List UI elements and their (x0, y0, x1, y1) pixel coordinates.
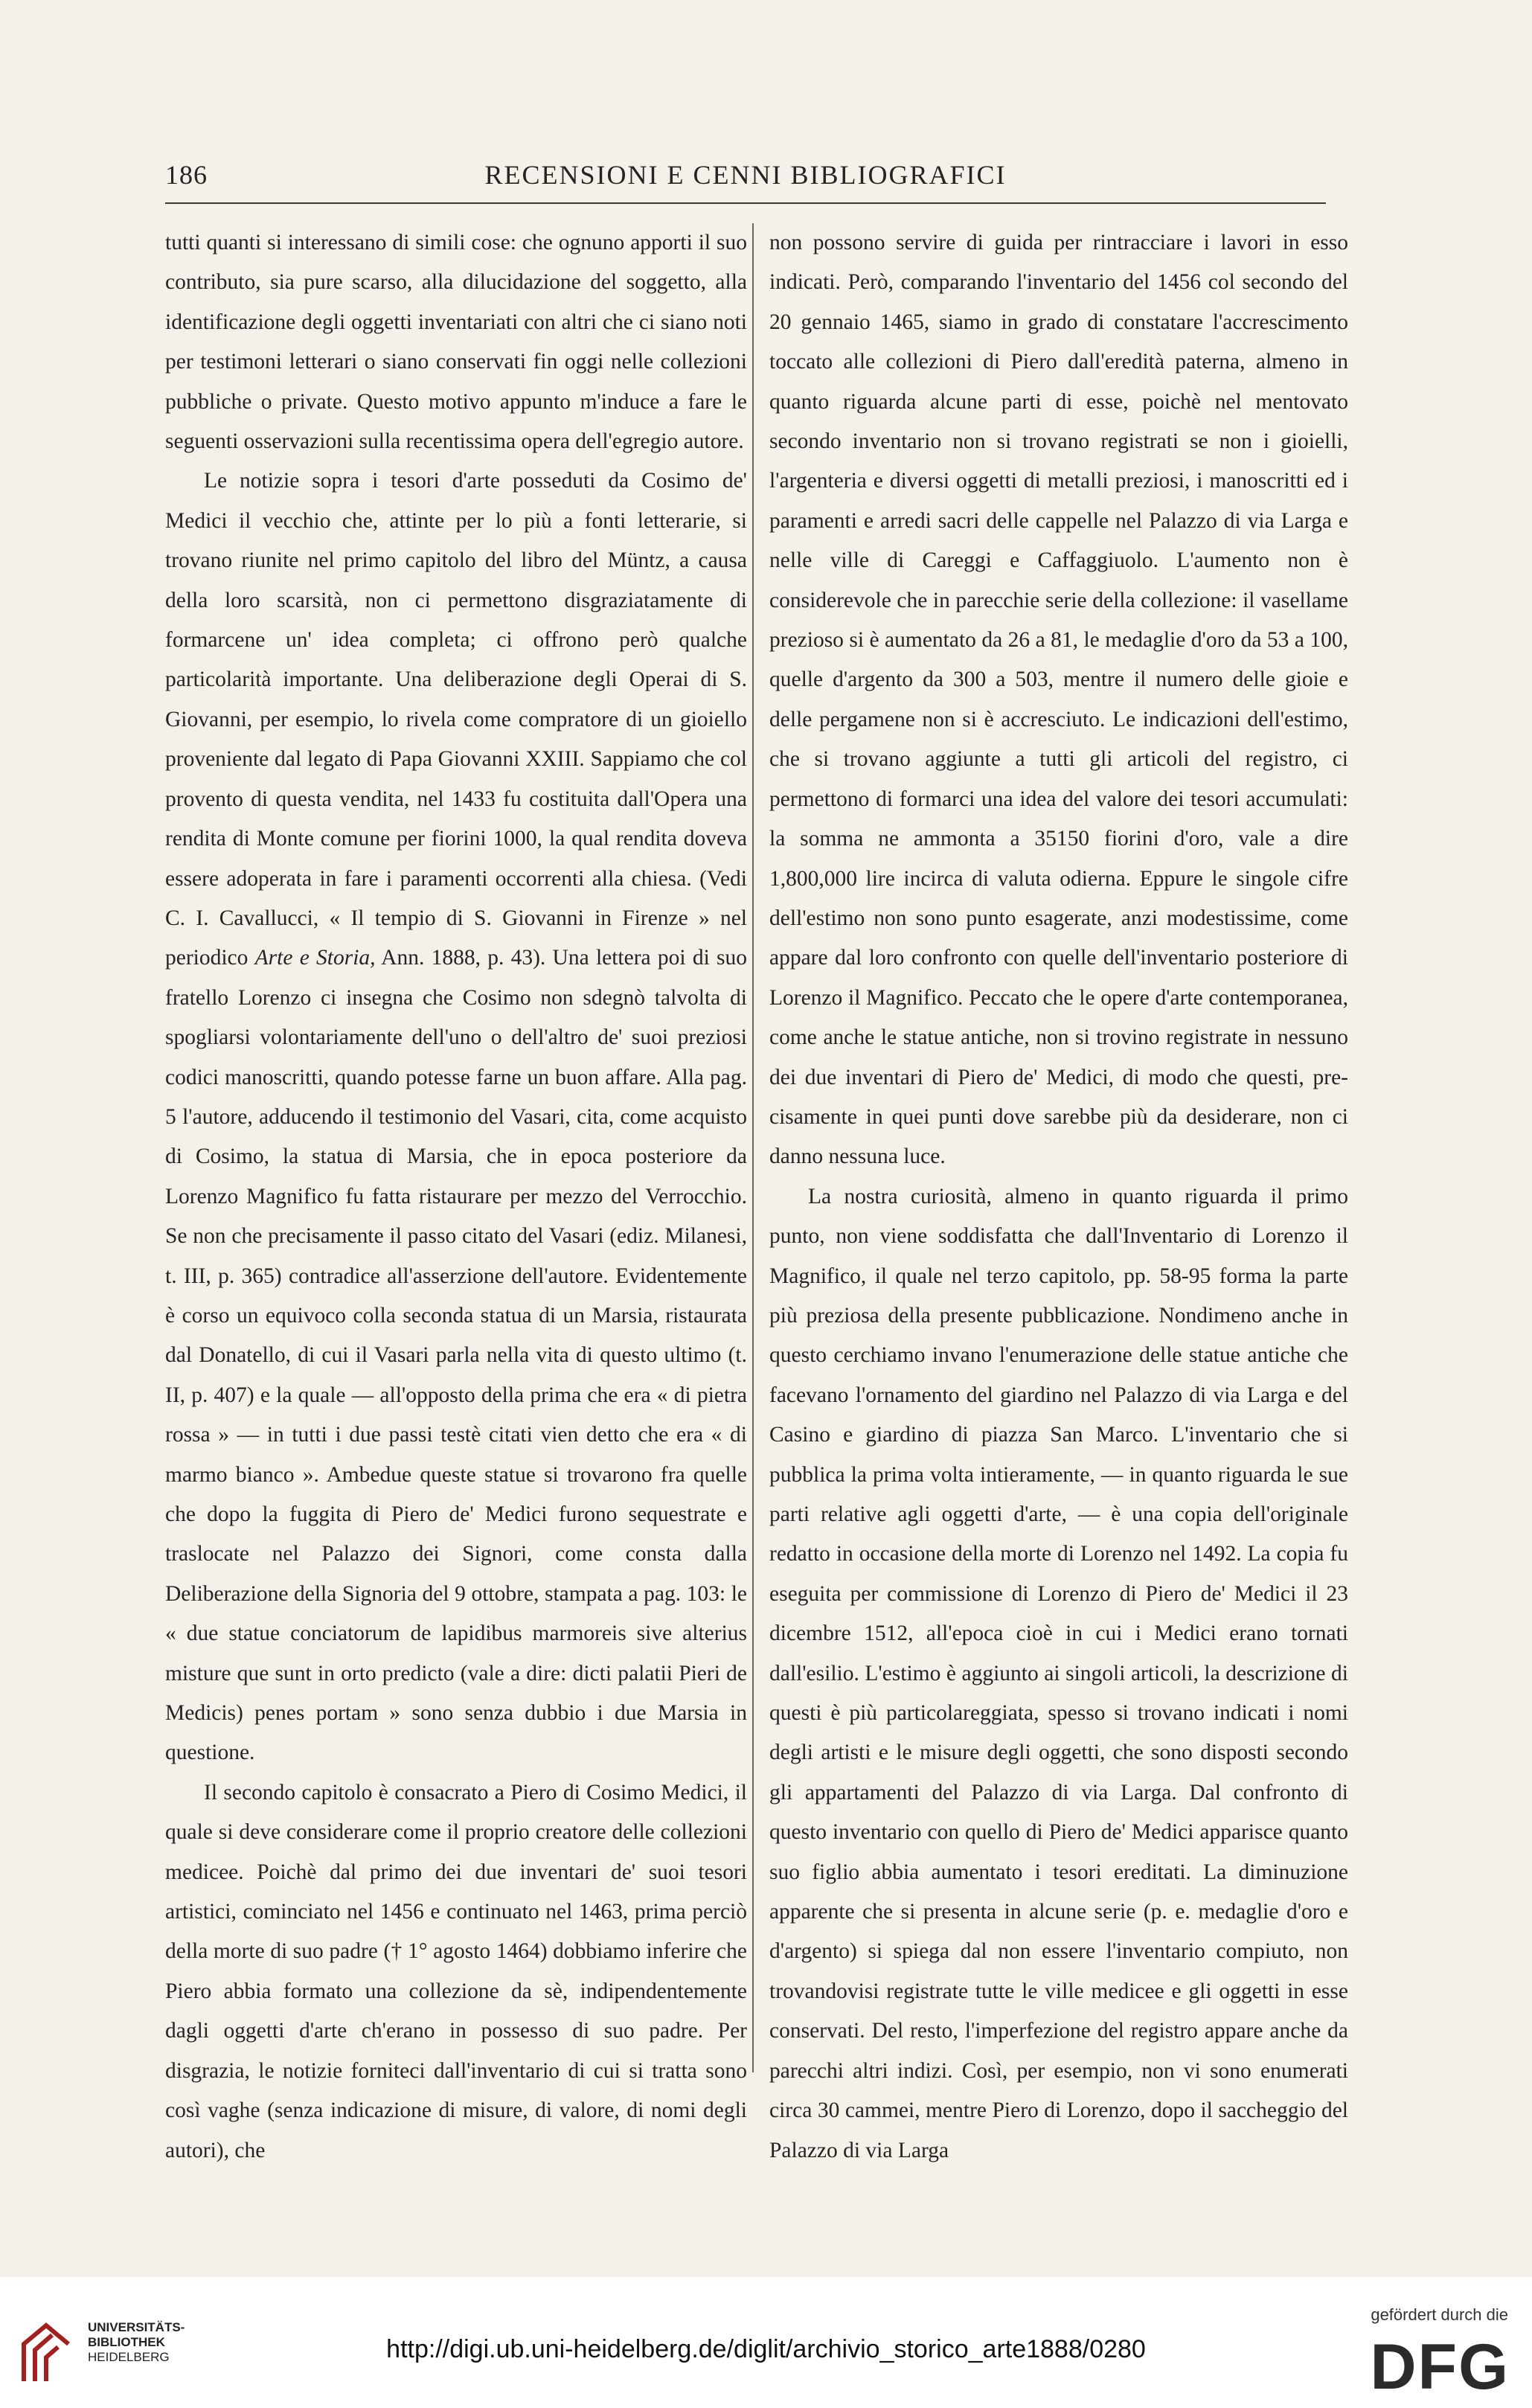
running-head (165, 159, 1326, 192)
paragraph: tutti quanti si interessano di simili cose: che ognuno apporti il suo contributo, sia pure scarso, alla dilucidazione del soggetto, alla identificazione degli oggetti inventariati con altri che ci siano noti per testimoni letterari o siano conservati fin oggi nelle collezioni pubbliche o private. Questo motivo appunto m'induce a fare le seguenti osservazioni sulla recentissima opera dell'egregio autore. (165, 231, 747, 454)
library-name-line: HEIDELBERG (88, 2350, 170, 2364)
funding-credit: gefördert durch die (1371, 2305, 1508, 2324)
paragraph: La nostra curiosità, almeno in quanto riguarda il primo punto, non viene soddisfatta che dall'Inventario di Lorenzo il Magnifico, il quale nel terzo capitolo, pp. 58-95 forma la parte più preziosa della presente pubblicazione. Nondimeno anche in questo cerchiamo invano l'enumerazione delle statue antiche che facevano l'ornamento del giardino nel Palazzo di via Larga e del Casino e giardino di piazza San Marco. L'inventario che si pubblica la prima volta intieramente, — in quanto riguarda le sue parti relative agli oggetti d'arte, — è una copia dell'originale redatto in occasione della morte di Lorenzo nel 1492. La copia fu eseguita per commissione di Lorenzo di Piero de' Medici il 23 dicembre 1512, all'epoca cioè in cui i Medici erano tornati dall'esilio. L'estimo è aggiunto ai singoli articoli, la descrizione di questi è più particolareggiata, spesso si trovano indicati i nomi degli artisti e le misure degli oggetti, che sono disposti secondo gli appartamenti del Palazzo di via Larga. Dal confronto di questo inventario con quello di Piero de' Medici apparisce quanto suo figlio abbia aumentato i tesori ereditati. La diminuzione apparente che si presenta in alcune serie (p. e. medaglie d'oro e d'argento) si spiega dal non essere l'inventario compiuto, non trovandovisi registrate tutte le ville medicee e gli oggetti in esse conservati. Del resto, l'imperfezione del registro appare anche da parecchi altri indizi. Così, per esempio, non vi sono enumerati circa 30 cammei, mentre Piero di Lorenzo, dopo il saccheggio del Palazzo di via Larga (769, 1184, 1348, 2162)
library-name-line: BIBLIOTHEK (88, 2335, 165, 2349)
page-title: RECENSIONI E CENNI BIBLIOGRAFICI (484, 160, 1007, 190)
library-name-line: UNIVERSITÄTS- (88, 2320, 185, 2334)
digitization-footer (0, 2277, 1532, 2408)
paragraph-text: Le notizie sopra i tesori d'arte posseduti da Cosimo de' Medici il vecchio che, attinte per lo più a fonti letterarie, si trovano riunite nel primo capitolo del libro del Müntz, a causa della loro scarsità, non ci permettono disgraziatamente di formarcene un' idea completa; ci offrono però qualche particolarità importante. Una deliberazione degli Operai di S. Giovanni, per esempio, lo rivela come compratore di un gioiello proveniente dal legato di Papa Giovanni XXIII. Sappiamo che col provento di questa vendita, nel 1433 fu costituita dall'Opera una rendita di Monte comune per fiorini 1000, la qual rendita doveva essere adoperata in fare i paramenti occorrenti alla chiesa. (Vedi C. I. Cavallucci, « Il tempio di S. Giovanni in Firenze » nel periodico (165, 469, 747, 970)
header-rule (165, 202, 1326, 204)
right-column (769, 223, 1348, 2171)
paragraph: non possono servire di guida per rintracciare i lavori in esso indicati. Però, comparando l'inventario del 1456 col secondo del 20 gennaio 1465, siamo in grado di constatare l'accrescimento toccato alle collezioni di Piero dall'eredità paterna, almeno in quanto riguarda alcune parti di esse, poichè nel mentovato secondo inventario non si trovano registrati se non i gioielli, l'argenteria e diversi oggetti di metalli preziosi, i manoscritti ed i paramenti e arredi sacri delle cappelle nel Palazzo di via Larga e nelle ville di Careggi e Caffaggiuolo. L'aumento non è considerevole che in parecchie serie della collezione: il vasellame prezioso si è aumentato da 26 a 81, le medaglie d'oro da 53 a 100, quelle d'argento da 300 a 503, mentre il numero delle gioie e delle pergamene non si è accresciuto. Le indicazioni dell'estimo, che si trovano aggiunte a tutti gli articoli del registro, ci permettono di formarci una idea del valore dei tesori accumulati: la somma ne ammonta a 35150 fiorini d'oro, vale a dire 1,800,000 lire incirca di valuta odierna. Eppure le singole cifre dell'estimo non sono punto esagerate, anzi modestissime, come appare dal loro confronto con quelle dell'inventario posteriore di Lorenzo il Magnifico. Peccato che le opere d'arte contemporanea, come anche le statue antiche, non si trovino registrate in nessuno dei due inventari di Piero de' Medici, di modo che questi, precisamente in quei punti dove sarebbe più da desiderare, non ci danno nessuna luce. (769, 231, 1348, 1169)
left-column (165, 223, 747, 2171)
column-divider (752, 223, 754, 2072)
paragraph-text: Ann. 1888, p. 43). Una lettera poi di suo fratello Lorenzo ci insegna che Cosimo non sdegnò talvolta di spogliarsi volontariamente dell'uno o dell'altro de' suoi preziosi codici manoscritti, quando potesse farne un buon affare. Alla pag. 5 l'autore, adducendo il testimonio del Vasari, cita, come acquisto di Cosimo, la statua di Marsia, che in epoca posteriore da Lorenzo Magnifico fu fatta ristaurare per mezzo del Verrocchio. Se non che precisamente il passo citato del Vasari (ediz. Milanesi, t. III, p. 365) contradice all'asserzione dell'autore. Evidentemente è corso un equivoco colla seconda statua di un Marsia, ristaurata dal Donatello, di cui il Vasari parla nella vita di questo ultimo (t. II, p. 407) e la quale — all'opposto della prima che era « di pietra rossa » — in tutti i due passi testè citati vien detto che era « di marmo bianco ». Ambedue queste statue si trovarono fra quelle che dopo la fuggita di Piero de' Medici furono sequestrate e traslocate nel Palazzo dei Signori, come consta dalla Deliberazione della Signoria del 9 ottobre, stampata a pag. 103: le « due statue conciatorum de lapidibus marmoreis sive alterius misture que sunt in orto predicto (vale a dire: dicti palatii Pieri de Medicis) penes portam » sono senza dubbio i due Marsia in questione. (165, 946, 748, 1765)
paragraph (165, 461, 747, 1773)
paragraph: Il secondo capitolo è consacrato a Piero di Cosimo Medici, il quale si deve considerare come il proprio creatore delle collezioni medicee. Poichè dal primo dei due inventari de' suoi tesori artistici, cominciato nel 1456 e continuato nel 1463, prima perciò della morte di suo padre († 1° agosto 1464) dobbiamo inferire che Piero abbia formato una collezione da sè, indipendentemente dagli oggetti d'arte ch'erano in possesso di suo padre. Per disgrazia, le notizie forniteci dall'inventario di cui si tratta sono così vaghe (senza indicazione di misure, di valore, di nomi degli autori), che (165, 1780, 747, 2162)
permalink[interactable]: http://digi.ub.uni-heidelberg.de/diglit/archivio_storico_arte1888/0280 (386, 2335, 1146, 2363)
dfg-logo: DFG (1370, 2331, 1510, 2403)
page-number: 186 (165, 160, 208, 190)
periodical-title: Arte e Storia, (254, 946, 376, 970)
